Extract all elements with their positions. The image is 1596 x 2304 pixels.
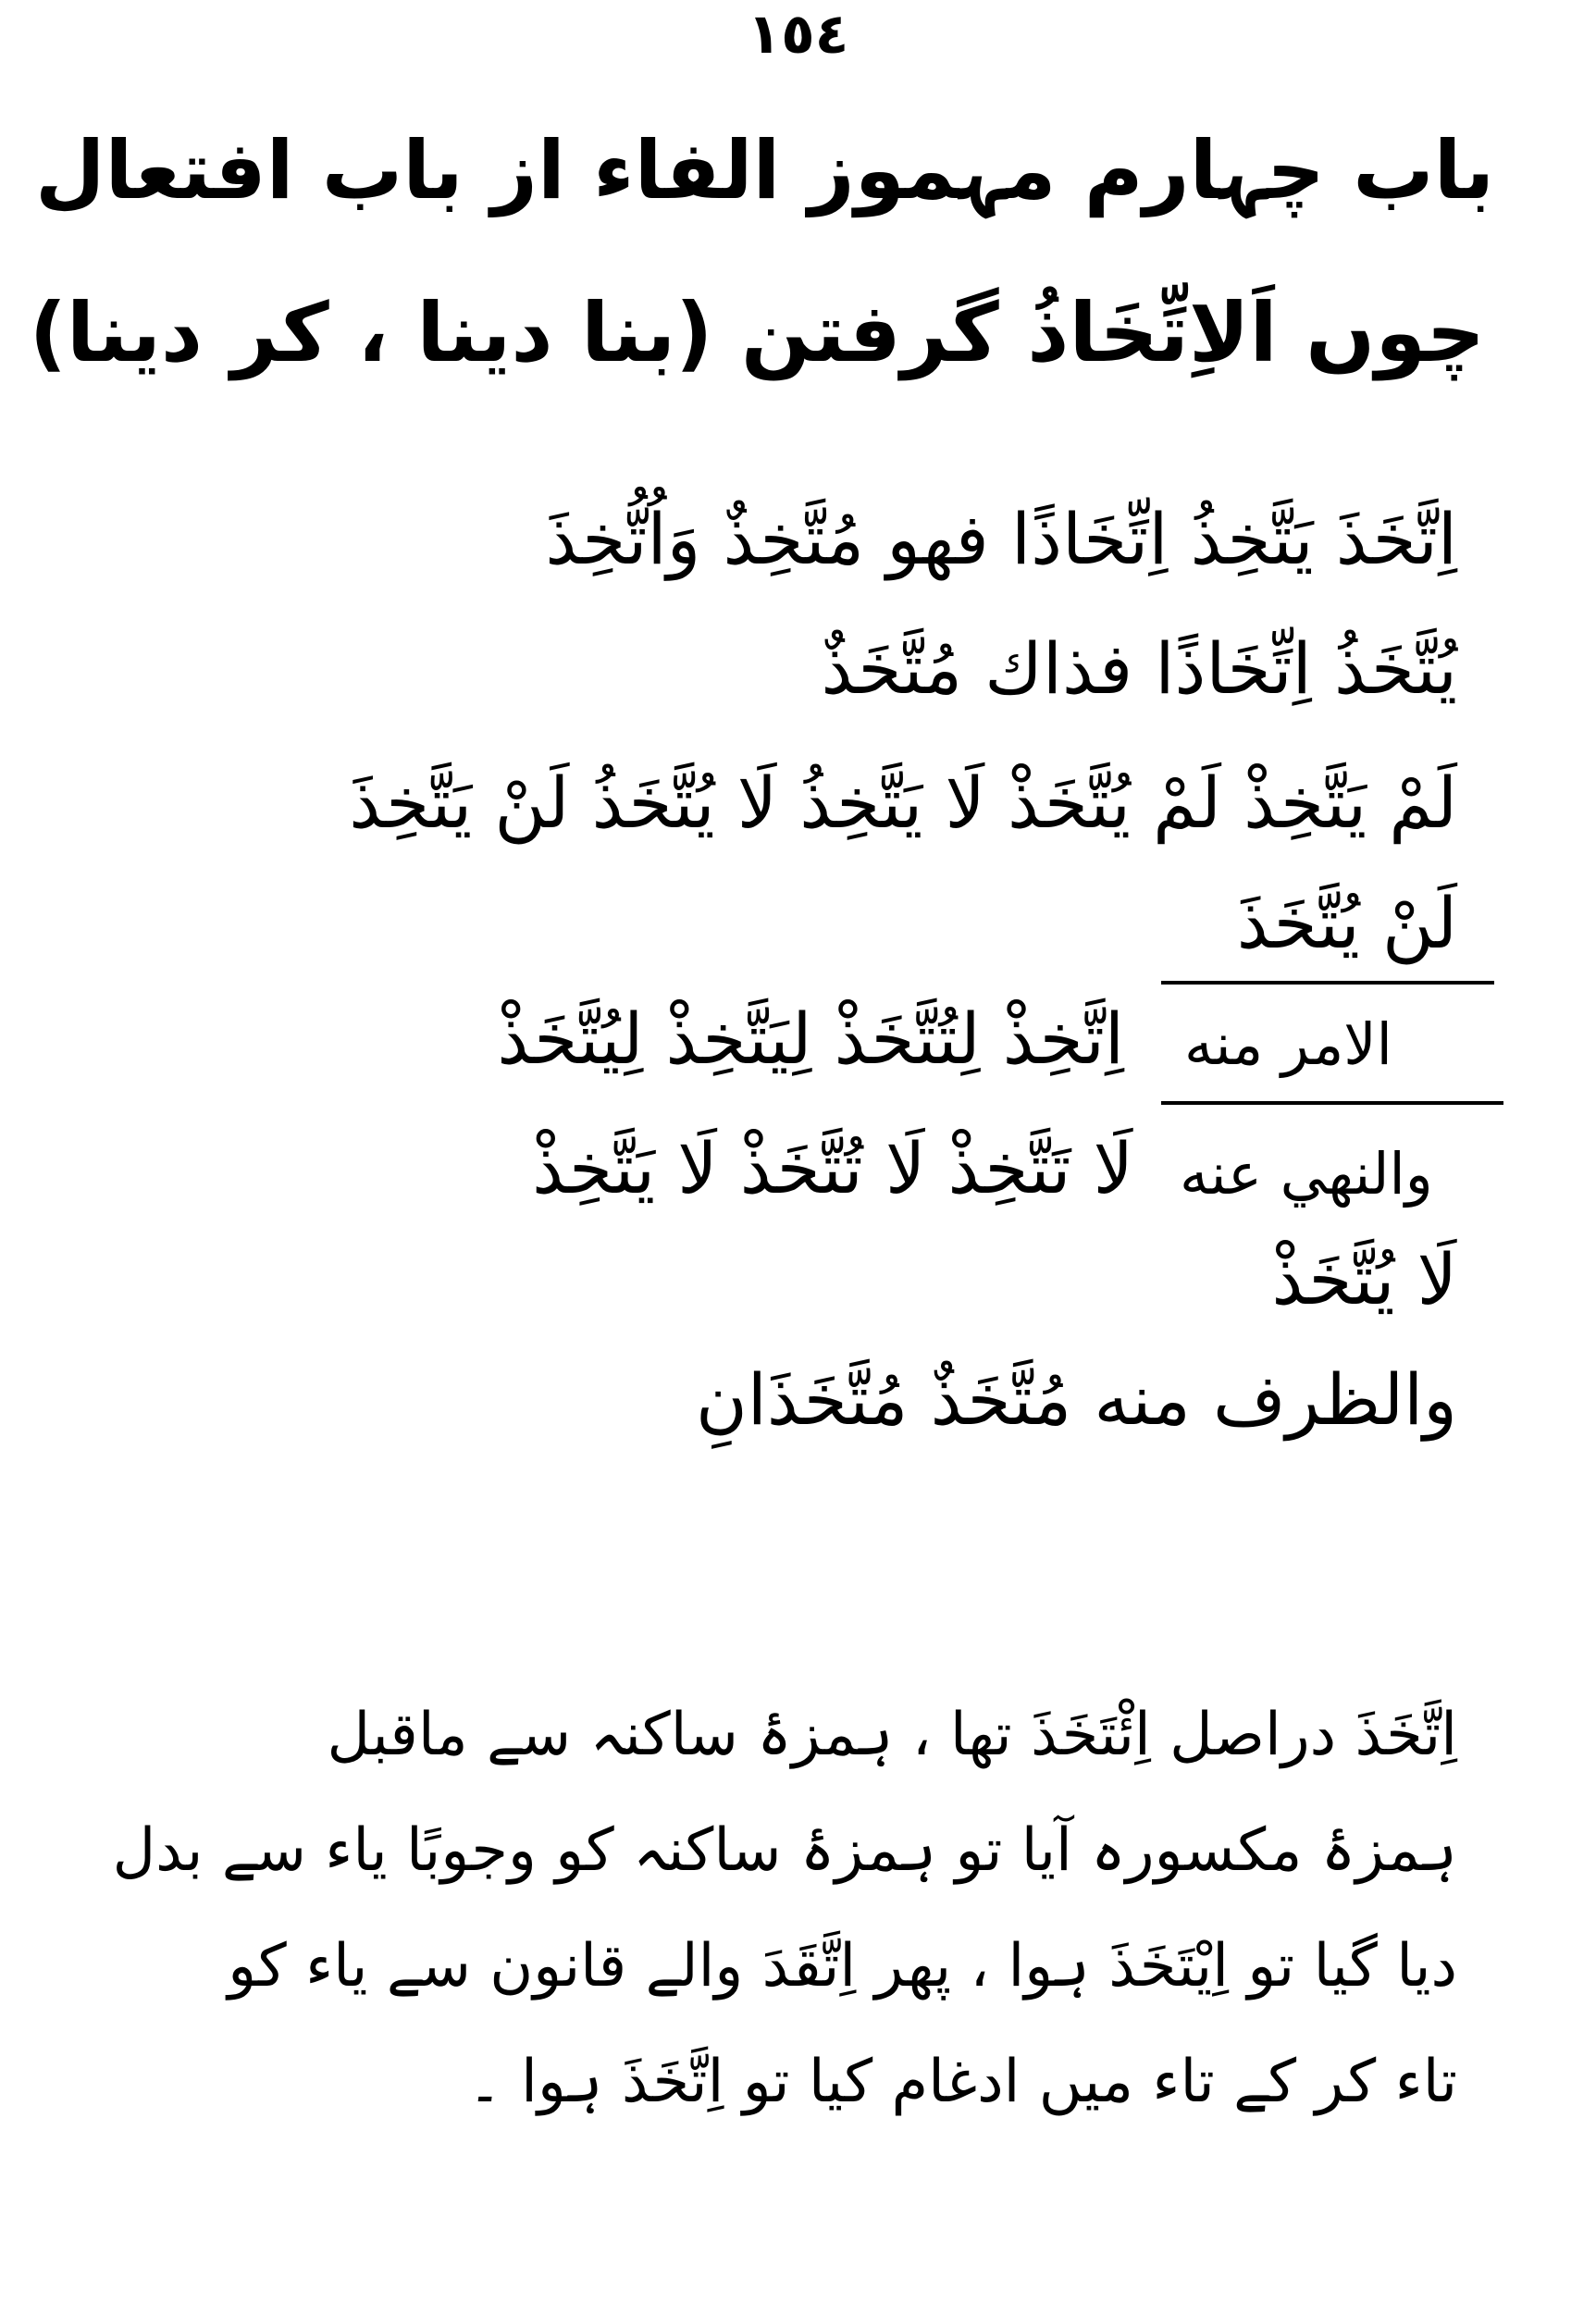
explanation-line: اِتَّخَذَ دراصل اِئْتَخَذَ تھا ، ہمزۂ ساکنہ سے ماقبل — [327, 1701, 1457, 1769]
page-number: ١٥٤ — [747, 2, 849, 67]
nafi-conjugation-line-continued: لَنْ يُتَّخَذَ — [1236, 882, 1457, 964]
nahi-forms: لَا تَتَّخِذْ لَا تُتَّخَذْ لَا يَتَّخِذْ — [532, 1127, 1133, 1209]
madi-conjugation-line: اِتَّخَذَ يَتَّخِذُ اِتِّخَاذًا فهو مُتَّخِذٌ وَاُتُّخِذَ — [545, 498, 1457, 580]
nahi-label: والنهي عنه — [1180, 1140, 1433, 1208]
amr-forms: اِتَّخِذْ لِتُتَّخَذْ لِيَتَّخِذْ لِيُتَّخَذْ — [497, 997, 1124, 1080]
explanation-line: ہمزۂ مکسورہ آیا تو ہمزۂ ساکنہ کو وجوبًا یاء سے بدل — [112, 1816, 1457, 1885]
section-divider — [1161, 1101, 1503, 1105]
majhool-conjugation-line: يُتَّخَذُ اِتِّخَاذًا فذاك مُتَّخَذٌ — [821, 627, 1457, 710]
section-divider — [1161, 981, 1494, 985]
explanation-line: دیا گیا تو اِیْتَخَذَ ہوا ، پھر اِتَّقَدَ والے قانون سے یاء کو — [228, 1932, 1457, 2001]
explanation-line: تاء کر کے تاء میں ادغام کیا تو اِتَّخَذَ ہوا ۔ — [467, 2048, 1457, 2116]
nafi-conjugation-line: لَمْ يَتَّخِذْ لَمْ يُتَّخَذْ لَا يَتَّخِذُ لَا يُتَّخَذُ لَنْ يَتَّخِذَ — [349, 762, 1457, 844]
chapter-subtitle: چوں اَلاِتِّخَاذُ گرفتن (بنا دینا ، کر دینا) — [29, 285, 1485, 380]
zarf-line: والظرف منه مُتَّخَذٌ مُتَّخَذَانِ — [695, 1358, 1457, 1441]
nahi-forms-continued: لَا يُتَّخَذْ — [1271, 1238, 1457, 1320]
chapter-title: باب چہارم مہموز الفاء از باب افتعال — [35, 123, 1494, 217]
amr-label: الامر منه — [1184, 1010, 1392, 1078]
